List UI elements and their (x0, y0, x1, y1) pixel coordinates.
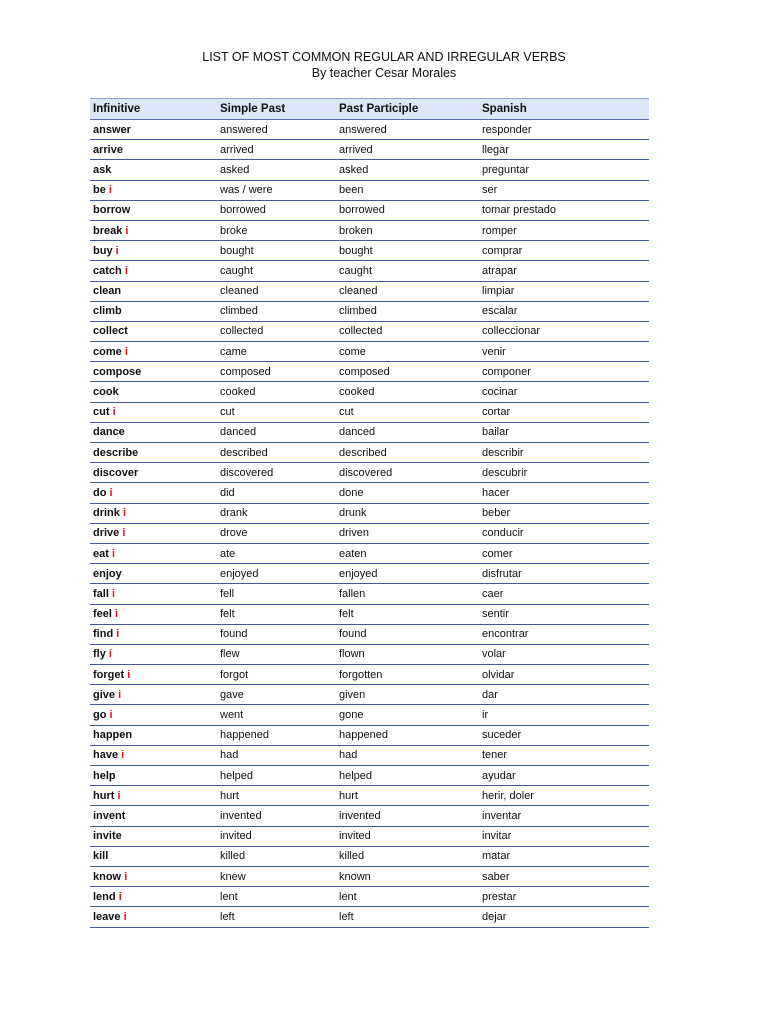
infinitive-text: ask (93, 163, 112, 176)
cell-simple-past: arrived (217, 140, 336, 160)
cell-simple-past: came (217, 342, 336, 362)
cell-infinitive (90, 463, 217, 483)
infinitive-text: come (93, 345, 122, 358)
cell-simple-past: had (217, 745, 336, 765)
cell-simple-past: borrowed (217, 200, 336, 220)
cell-spanish: sentir (479, 604, 649, 624)
infinitive-text: help (93, 769, 116, 782)
table-row (90, 806, 649, 826)
table-row (90, 321, 649, 341)
cell-past-participle: done (336, 483, 479, 503)
cell-simple-past: knew (217, 866, 336, 886)
cell-simple-past: danced (217, 422, 336, 442)
cell-infinitive (90, 685, 217, 705)
irregular-marker: i (127, 668, 131, 681)
infinitive-text: borrow (93, 204, 131, 217)
cell-spanish: saber (479, 866, 649, 886)
infinitive-text: discover (93, 466, 139, 479)
irregular-marker: i (118, 890, 122, 903)
header-spanish: Spanish (479, 99, 649, 120)
cell-spanish: cocinar (479, 382, 649, 402)
cell-past-participle: known (336, 866, 479, 886)
cell-simple-past: cleaned (217, 281, 336, 301)
cell-infinitive (90, 422, 217, 442)
cell-simple-past: cooked (217, 382, 336, 402)
irregular-marker: i (109, 709, 113, 722)
infinitive-text: be (93, 184, 106, 197)
cell-simple-past: discovered (217, 463, 336, 483)
table-row (90, 826, 649, 846)
cell-past-participle: bought (336, 241, 479, 261)
cell-simple-past: bought (217, 241, 336, 261)
cell-past-participle: come (336, 342, 479, 362)
infinitive-text: dance (93, 426, 125, 439)
cell-simple-past: invited (217, 826, 336, 846)
header-infinitive: Infinitive (90, 99, 217, 120)
cell-simple-past: asked (217, 160, 336, 180)
table-row (90, 685, 649, 705)
infinitive-text: catch (93, 264, 122, 277)
table-body (90, 120, 649, 928)
cell-simple-past: lent (217, 887, 336, 907)
table-header (90, 99, 649, 120)
cell-spanish: comer (479, 543, 649, 563)
infinitive-text: lend (93, 890, 116, 903)
table-row (90, 402, 649, 422)
cell-spanish: venir (479, 342, 649, 362)
irregular-marker: i (108, 648, 112, 661)
table-row (90, 503, 649, 523)
table-row (90, 200, 649, 220)
table-row (90, 766, 649, 786)
table-row (90, 443, 649, 463)
cell-simple-past: helped (217, 766, 336, 786)
table-row (90, 705, 649, 725)
cell-past-participle: arrived (336, 140, 479, 160)
cell-past-participle: invited (336, 826, 479, 846)
table-row (90, 301, 649, 321)
cell-infinitive (90, 200, 217, 220)
infinitive-text: do (93, 486, 107, 499)
header-past-participle: Past Participle (336, 99, 479, 120)
cell-infinitive (90, 604, 217, 624)
cell-infinitive (90, 140, 217, 160)
cell-infinitive (90, 624, 217, 644)
irregular-marker: i (122, 527, 126, 540)
table-row (90, 665, 649, 685)
table-row (90, 140, 649, 160)
table-row (90, 907, 649, 927)
table-row (90, 483, 649, 503)
cell-simple-past: caught (217, 261, 336, 281)
cell-past-participle: driven (336, 523, 479, 543)
header-row (90, 99, 649, 120)
cell-infinitive (90, 301, 217, 321)
cell-past-participle: felt (336, 604, 479, 624)
cell-infinitive (90, 887, 217, 907)
cell-infinitive (90, 907, 217, 927)
infinitive-text: enjoy (93, 567, 122, 580)
table-row (90, 584, 649, 604)
cell-past-participle: borrowed (336, 200, 479, 220)
infinitive-text: fall (93, 587, 109, 600)
table-row (90, 261, 649, 281)
table-row (90, 644, 649, 664)
cell-spanish: dar (479, 685, 649, 705)
cell-spanish: escalar (479, 301, 649, 321)
table-row (90, 564, 649, 584)
cell-simple-past: did (217, 483, 336, 503)
cell-spanish: tomar prestado (479, 200, 649, 220)
cell-spanish: bailar (479, 422, 649, 442)
infinitive-text: collect (93, 325, 128, 338)
cell-simple-past: described (217, 443, 336, 463)
table-row (90, 180, 649, 200)
cell-infinitive (90, 402, 217, 422)
cell-infinitive (90, 120, 217, 140)
cell-spanish: limpiar (479, 281, 649, 301)
cell-spanish: cortar (479, 402, 649, 422)
cell-spanish: romper (479, 220, 649, 240)
infinitive-text: compose (93, 365, 142, 378)
cell-simple-past: fell (217, 584, 336, 604)
cell-simple-past: drank (217, 503, 336, 523)
table-row (90, 866, 649, 886)
cell-infinitive (90, 564, 217, 584)
cell-simple-past: broke (217, 220, 336, 240)
irregular-marker: i (124, 870, 128, 883)
irregular-marker: i (112, 406, 116, 419)
cell-past-participle: cleaned (336, 281, 479, 301)
cell-spanish: disfrutar (479, 564, 649, 584)
cell-past-participle: given (336, 685, 479, 705)
irregular-marker: i (124, 345, 128, 358)
cell-spanish: ser (479, 180, 649, 200)
infinitive-text: hurt (93, 789, 115, 802)
table-row (90, 543, 649, 563)
cell-spanish: olvidar (479, 665, 649, 685)
cell-simple-past: found (217, 624, 336, 644)
infinitive-text: answer (93, 123, 131, 136)
cell-simple-past: invented (217, 806, 336, 826)
irregular-marker: i (111, 547, 116, 560)
cell-spanish: responder (479, 120, 649, 140)
table-row (90, 220, 649, 240)
cell-past-participle: happened (336, 725, 479, 745)
cell-spanish: componer (479, 362, 649, 382)
cell-past-participle: hurt (336, 786, 479, 806)
infinitive-text: invent (93, 809, 126, 822)
cell-past-participle: forgotten (336, 665, 479, 685)
infinitive-text: cook (93, 386, 119, 399)
cell-infinitive (90, 160, 217, 180)
table-row (90, 241, 649, 261)
table-row (90, 887, 649, 907)
irregular-marker: i (124, 264, 128, 277)
infinitive-text: feel (93, 608, 112, 621)
cell-past-participle: cut (336, 402, 479, 422)
cell-spanish: tener (479, 745, 649, 765)
cell-infinitive (90, 443, 217, 463)
cell-past-participle: described (336, 443, 479, 463)
cell-infinitive (90, 826, 217, 846)
infinitive-text: cut (93, 406, 110, 419)
irregular-marker: i (116, 628, 120, 641)
table-row (90, 342, 649, 362)
cell-infinitive (90, 362, 217, 382)
cell-infinitive (90, 584, 217, 604)
cell-past-participle: fallen (336, 584, 479, 604)
cell-infinitive (90, 543, 217, 563)
cell-simple-past: happened (217, 725, 336, 745)
cell-infinitive (90, 866, 217, 886)
irregular-marker: i (109, 486, 113, 499)
cell-past-participle: answered (336, 120, 479, 140)
cell-simple-past: climbed (217, 301, 336, 321)
cell-simple-past: forgot (217, 665, 336, 685)
cell-simple-past: enjoyed (217, 564, 336, 584)
cell-infinitive (90, 180, 217, 200)
cell-simple-past: hurt (217, 786, 336, 806)
irregular-marker: i (125, 224, 129, 237)
cell-spanish: ayudar (479, 766, 649, 786)
cell-simple-past: went (217, 705, 336, 725)
cell-infinitive (90, 382, 217, 402)
cell-past-participle: danced (336, 422, 479, 442)
infinitive-text: give (93, 688, 116, 701)
cell-past-participle: left (336, 907, 479, 927)
cell-past-participle: invented (336, 806, 479, 826)
table-row (90, 624, 649, 644)
cell-past-participle: lent (336, 887, 479, 907)
cell-infinitive (90, 644, 217, 664)
cell-spanish: llegar (479, 140, 649, 160)
infinitive-text: forget (93, 668, 125, 681)
cell-spanish: descubrir (479, 463, 649, 483)
table-row (90, 604, 649, 624)
cell-past-participle: composed (336, 362, 479, 382)
cell-infinitive (90, 786, 217, 806)
table-row (90, 846, 649, 866)
cell-simple-past: answered (217, 120, 336, 140)
cell-spanish: invitar (479, 826, 649, 846)
cell-simple-past: cut (217, 402, 336, 422)
cell-simple-past: flew (217, 644, 336, 664)
cell-infinitive (90, 483, 217, 503)
cell-infinitive (90, 806, 217, 826)
table-row (90, 463, 649, 483)
cell-simple-past: composed (217, 362, 336, 382)
infinitive-text: invite (93, 830, 122, 843)
cell-infinitive (90, 342, 217, 362)
cell-past-participle: gone (336, 705, 479, 725)
irregular-marker: i (115, 244, 119, 257)
infinitive-text: arrive (93, 143, 123, 156)
table-row (90, 281, 649, 301)
cell-simple-past: collected (217, 321, 336, 341)
table-row (90, 523, 649, 543)
infinitive-text: happen (93, 729, 133, 742)
cell-spanish: volar (479, 644, 649, 664)
irregular-marker: i (117, 789, 121, 802)
cell-infinitive (90, 220, 217, 240)
infinitive-text: have (93, 749, 119, 762)
cell-infinitive (90, 725, 217, 745)
cell-infinitive (90, 261, 217, 281)
cell-past-participle: helped (336, 766, 479, 786)
cell-spanish: comprar (479, 241, 649, 261)
cell-spanish: describir (479, 443, 649, 463)
cell-past-participle: eaten (336, 543, 479, 563)
cell-past-participle: cooked (336, 382, 479, 402)
table-row (90, 160, 649, 180)
infinitive-text: leave (93, 910, 121, 923)
cell-spanish: matar (479, 846, 649, 866)
cell-spanish: caer (479, 584, 649, 604)
header-simple-past: Simple Past (217, 99, 336, 120)
cell-past-participle: broken (336, 220, 479, 240)
cell-infinitive (90, 745, 217, 765)
cell-simple-past: felt (217, 604, 336, 624)
cell-simple-past: was / were (217, 180, 336, 200)
cell-past-participle: enjoyed (336, 564, 479, 584)
cell-simple-past: left (217, 907, 336, 927)
cell-spanish: atrapar (479, 261, 649, 281)
cell-infinitive (90, 523, 217, 543)
infinitive-text: climb (93, 305, 122, 318)
cell-infinitive (90, 503, 217, 523)
cell-infinitive (90, 241, 217, 261)
infinitive-text: drink (93, 507, 120, 520)
table-row (90, 382, 649, 402)
cell-past-participle: found (336, 624, 479, 644)
irregular-marker: i (108, 184, 112, 197)
cell-past-participle: been (336, 180, 479, 200)
irregular-marker: i (123, 910, 127, 923)
cell-simple-past: gave (217, 685, 336, 705)
irregular-marker: i (121, 749, 125, 762)
cell-past-participle: asked (336, 160, 479, 180)
cell-spanish: colleccionar (479, 321, 649, 341)
cell-simple-past: ate (217, 543, 336, 563)
infinitive-text: eat (93, 547, 109, 560)
cell-past-participle: had (336, 745, 479, 765)
cell-past-participle: drunk (336, 503, 479, 523)
table-row (90, 786, 649, 806)
irregular-marker: i (111, 587, 116, 600)
cell-past-participle: killed (336, 846, 479, 866)
cell-spanish: conducir (479, 523, 649, 543)
table-row (90, 120, 649, 140)
irregular-marker: i (115, 608, 119, 621)
infinitive-text: fly (93, 648, 106, 661)
infinitive-text: go (93, 709, 107, 722)
cell-past-participle: flown (336, 644, 479, 664)
infinitive-text: describe (93, 446, 139, 459)
cell-infinitive (90, 321, 217, 341)
irregular-marker: i (118, 688, 122, 701)
verb-table (90, 98, 649, 928)
cell-spanish: hacer (479, 483, 649, 503)
cell-simple-past: killed (217, 846, 336, 866)
cell-spanish: ir (479, 705, 649, 725)
cell-infinitive (90, 846, 217, 866)
table-row (90, 745, 649, 765)
cell-infinitive (90, 705, 217, 725)
cell-past-participle: collected (336, 321, 479, 341)
infinitive-text: break (93, 224, 123, 237)
table-row (90, 362, 649, 382)
cell-infinitive (90, 665, 217, 685)
cell-past-participle: discovered (336, 463, 479, 483)
document-subtitle: By teacher Cesar Morales (311, 66, 457, 80)
cell-spanish: encontrar (479, 624, 649, 644)
cell-infinitive (90, 766, 217, 786)
infinitive-text: kill (93, 850, 109, 863)
infinitive-text: drive (93, 527, 120, 540)
cell-spanish: suceder (479, 725, 649, 745)
infinitive-text: find (93, 628, 114, 641)
document-title: LIST OF MOST COMMON REGULAR AND IRREGULAR VERBS (202, 50, 566, 64)
infinitive-text: know (93, 870, 122, 883)
infinitive-text: buy (93, 244, 113, 257)
cell-infinitive (90, 281, 217, 301)
cell-past-participle: climbed (336, 301, 479, 321)
cell-spanish: prestar (479, 887, 649, 907)
irregular-marker: i (122, 507, 127, 520)
cell-simple-past: drove (217, 523, 336, 543)
table-row (90, 725, 649, 745)
cell-spanish: dejar (479, 907, 649, 927)
cell-spanish: preguntar (479, 160, 649, 180)
cell-spanish: herir, doler (479, 786, 649, 806)
cell-spanish: inventar (479, 806, 649, 826)
cell-past-participle: caught (336, 261, 479, 281)
infinitive-text: clean (93, 285, 122, 298)
table-row (90, 422, 649, 442)
cell-spanish: beber (479, 503, 649, 523)
